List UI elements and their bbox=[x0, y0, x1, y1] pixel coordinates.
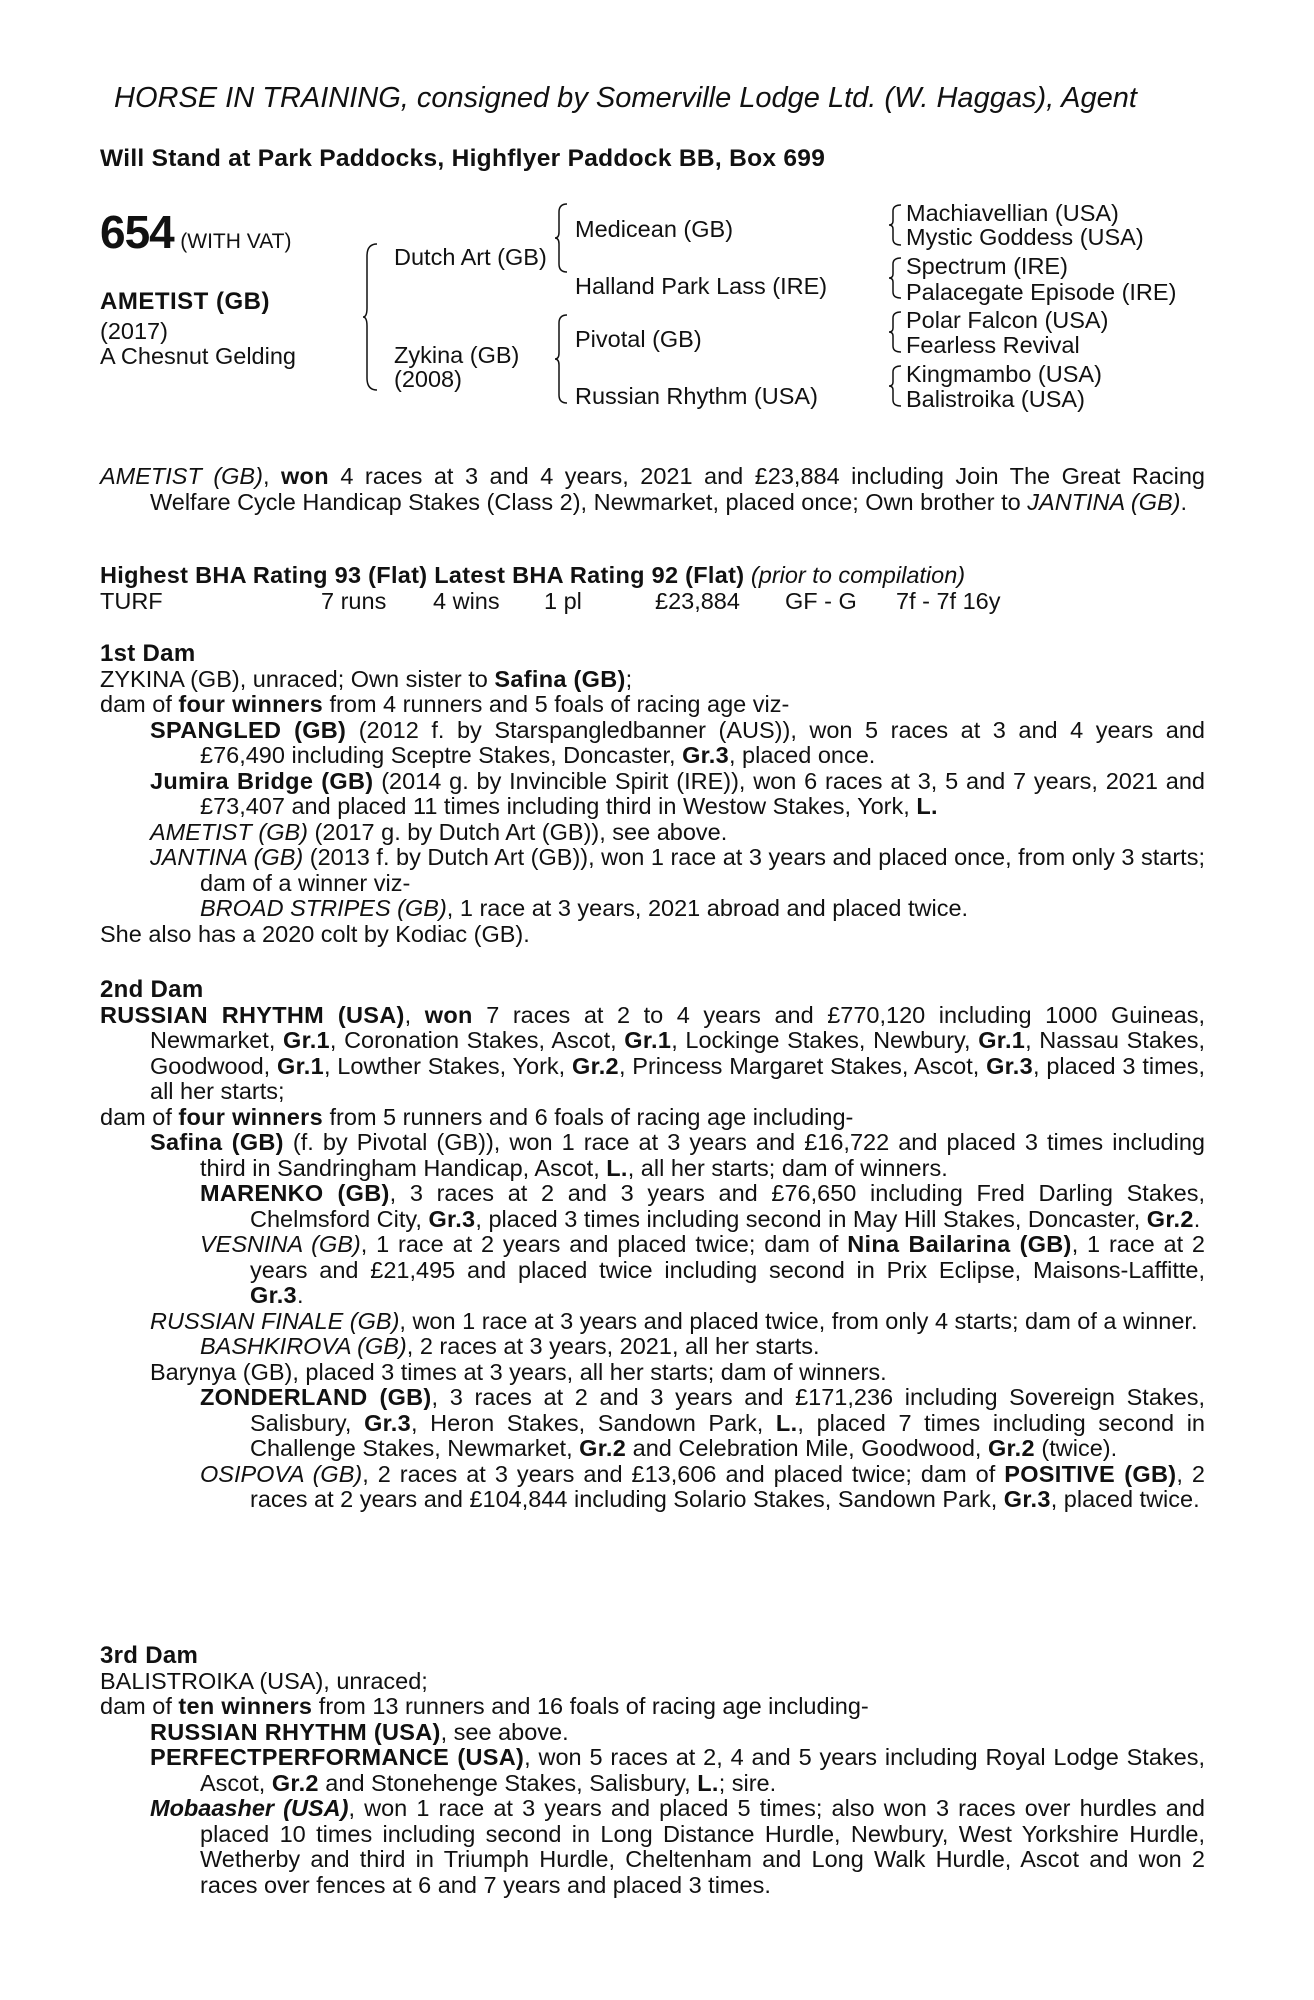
produce-entry bbox=[100, 820, 1205, 846]
produce-name: VESNINA (GB) bbox=[200, 1231, 361, 1257]
dam-sire: Pivotal (GB) bbox=[575, 326, 702, 352]
granddam-3: Fearless Revival bbox=[906, 332, 1080, 358]
grade: Gr.3 bbox=[364, 1409, 412, 1436]
bha-rating: Highest BHA Rating 93 (Flat) Latest BHA Rating 92 (Flat) bbox=[100, 562, 745, 588]
text: ; bbox=[625, 665, 633, 692]
won: won bbox=[424, 1001, 473, 1028]
grade: Gr.3 bbox=[986, 1052, 1034, 1079]
rating-block bbox=[100, 563, 1205, 614]
grade: Gr.1 bbox=[277, 1052, 324, 1079]
text: , 2 races at 3 years and £13,606 and placed twice; dam of bbox=[362, 1460, 1005, 1487]
text: from 5 runners and 6 foals of racing age including- bbox=[323, 1103, 854, 1130]
section-heading: 3rd Dam bbox=[100, 1642, 199, 1669]
summary-end: . bbox=[1180, 488, 1187, 515]
text: , won 5 races at 2, 4 and 5 years including Royal Lodge Stakes, Ascot, bbox=[200, 1744, 1205, 1796]
produce-name: MARENKO (GB) bbox=[200, 1180, 390, 1206]
second-dam-produce bbox=[100, 1105, 1205, 1131]
text: (twice). bbox=[1034, 1435, 1118, 1461]
text: , Lockinge Stakes, Newbury, bbox=[671, 1027, 979, 1053]
sire-dam: Halland Park Lass (IRE) bbox=[575, 273, 828, 299]
record-placed: 1 pl bbox=[544, 587, 582, 614]
turf-record bbox=[100, 589, 1205, 615]
text: dam of bbox=[100, 1693, 179, 1719]
produce-entry bbox=[100, 1334, 1205, 1360]
text: 7 races at 2 to 4 years and £770,120 including 1000 Guineas, Newmarket, bbox=[150, 1001, 1205, 1053]
horse-description: A Chesnut Gelding bbox=[100, 343, 296, 369]
g-brace-3 bbox=[889, 310, 903, 354]
produce-name: Safina (GB) bbox=[150, 1129, 284, 1155]
g-brace-4 bbox=[889, 364, 903, 408]
produce-entry: Barynya (GB), placed 3 times at 3 years, all her starts; dam of winners. bbox=[150, 1358, 887, 1385]
second-dam-record: RUSSIAN RHYTHM (USA), won 7 races at 2 to 4 years and £770,120 including 1000 Guineas, Newmarket, Gr.1, Coronation Stakes, Ascot, Gr.1, Lockinge Stakes, Newbury, Gr.1, Nassau Stakes, Goodwood, Gr.1, Lowther Stakes, York, Gr.2, Princess Margaret Stakes, Ascot, Gr.3, placed 3 times, all her starts; bbox=[100, 1001, 1205, 1104]
text: dam of bbox=[100, 1103, 179, 1130]
sire-sire: Medicean (GB) bbox=[575, 216, 734, 242]
text: (f. by Pivotal (GB)), won 1 race at 3 years and £16,722 and placed 3 times including third in Sandringham Handicap, Ascot, bbox=[200, 1129, 1205, 1181]
sister-name: Safina (GB) bbox=[494, 665, 626, 692]
text: ; sire. bbox=[718, 1769, 777, 1796]
section-heading: 2nd Dam bbox=[100, 976, 204, 1003]
third-dam-section bbox=[100, 1643, 1205, 1898]
first-dam-produce bbox=[100, 692, 1205, 718]
text: and Stonehenge Stakes, Salisbury, bbox=[318, 1769, 698, 1796]
text: , 3 races at 2 and 3 years and £76,650 including Fred Darling Stakes, Chelmsford City, bbox=[250, 1180, 1205, 1232]
produce-entry bbox=[100, 1232, 1205, 1309]
g-brace-2 bbox=[889, 256, 903, 300]
produce-name: Jumira Bridge (GB) bbox=[150, 767, 374, 794]
stand-location: Will Stand at Park Paddocks, Highflyer Paddock BB, Box 699 bbox=[100, 145, 826, 172]
grade: Gr.1 bbox=[978, 1027, 1026, 1053]
produce-name: PERFECTPERFORMANCE (USA) bbox=[150, 1744, 525, 1770]
first-dam-footnote: She also has a 2020 colt by Kodiac (GB). bbox=[100, 920, 530, 947]
text: . bbox=[296, 1282, 304, 1308]
produce-entry bbox=[100, 1462, 1205, 1513]
summary-text: 4 races at 3 and 4 years, 2021 and £23,884 including Join The Great Racing Welfare Cycle Handicap Stakes (Class 2), Newmarket, placed once; Own brother to bbox=[150, 463, 1205, 515]
produce-entry bbox=[100, 896, 1205, 922]
grade: Gr.3 bbox=[428, 1205, 476, 1232]
text: (2014 g. by Invincible Spirit (IRE)), won 6 races at 3, 5 and 7 years, 2021 and £73,407 and placed 11 times including third in Westow Stakes, York, bbox=[200, 767, 1205, 819]
grade: Gr.1 bbox=[282, 1027, 330, 1053]
text: , 2 races at 3 years, 2021, all her starts. bbox=[406, 1333, 820, 1359]
winners-count: four winners bbox=[178, 691, 323, 717]
grandsire-3: Polar Falcon (USA) bbox=[906, 307, 1109, 333]
text: , 2 races at 2 years and £104,844 including Solario Stakes, Sandown Park, bbox=[250, 1460, 1205, 1512]
produce-name: ZONDERLAND (GB) bbox=[200, 1384, 432, 1410]
produce-name: Mobaasher (USA) bbox=[150, 1795, 349, 1821]
produce-entry bbox=[100, 1181, 1205, 1232]
grade: Gr.1 bbox=[624, 1027, 672, 1053]
summary-won: won bbox=[280, 463, 329, 489]
produce-entry bbox=[100, 845, 1205, 896]
text: , all her starts; dam of winners. bbox=[627, 1154, 948, 1181]
text: , 1 race at 3 years, 2021 abroad and placed twice. bbox=[446, 895, 969, 921]
produce-name: JANTINA (GB) bbox=[150, 844, 304, 870]
text: from 4 runners and 5 foals of racing age viz- bbox=[323, 691, 790, 717]
produce-entry bbox=[100, 718, 1205, 769]
produce-name: BASHKIROVA (GB) bbox=[200, 1333, 407, 1359]
third-dam-produce bbox=[100, 1694, 1205, 1720]
text: , placed once. bbox=[729, 742, 876, 768]
text: from 13 runners and 16 foals of racing age including- bbox=[312, 1693, 869, 1719]
grade: Gr.3 bbox=[1003, 1486, 1051, 1512]
winners-count: four winners bbox=[178, 1103, 323, 1130]
record-wins: 4 wins bbox=[433, 587, 500, 614]
dam-brace bbox=[555, 313, 569, 405]
second-dam-section bbox=[100, 977, 1205, 1513]
consignor-line: HORSE IN TRAINING, consigned by Somerville Lodge Ltd. (W. Haggas), Agent bbox=[114, 82, 1137, 114]
grandsire-2: Spectrum (IRE) bbox=[906, 253, 1068, 279]
produce-name: BROAD STRIPES (GB) bbox=[200, 895, 447, 921]
produce-entry bbox=[100, 1130, 1205, 1181]
vat-note: (WITH VAT) bbox=[180, 230, 292, 253]
record-runs: 7 runs bbox=[321, 587, 387, 614]
granddam-2: Palacegate Episode (IRE) bbox=[906, 279, 1177, 305]
dam-dam: Russian Rhythm (USA) bbox=[575, 383, 818, 409]
text: dam of bbox=[100, 691, 179, 717]
grade: L. bbox=[697, 1769, 719, 1796]
produce-entry bbox=[100, 1385, 1205, 1462]
grade: L. bbox=[775, 1409, 798, 1436]
first-dam-line bbox=[100, 667, 1205, 693]
sire-brace bbox=[555, 202, 569, 274]
produce-name: OSIPOVA (GB) bbox=[200, 1460, 363, 1487]
grade: Gr.2 bbox=[271, 1769, 319, 1796]
produce-entry bbox=[100, 1745, 1205, 1796]
rating-note: (prior to compilation) bbox=[750, 562, 966, 588]
grade: Gr.2 bbox=[579, 1435, 627, 1461]
produce-name: RUSSIAN RHYTHM (USA) bbox=[150, 1718, 441, 1745]
produce-name: RUSSIAN FINALE (GB) bbox=[150, 1307, 400, 1334]
text: and Celebration Mile, Goodwood, bbox=[626, 1435, 988, 1461]
text: , won 1 race at 3 years and placed 5 times; also won 3 races over hurdles and placed 10 times including second in Long Distance Hurdle, Newbury, West Yorkshire Hurdle, Wetherby and third in Triumph Hurdle, Cheltenham and Long Walk Hurdle, Ascot and won 2 races over fences at 6 and 7 years and placed 3 times. bbox=[200, 1795, 1205, 1898]
text: , won 1 race at 3 years and placed twice, from only 4 starts; dam of a winner. bbox=[399, 1307, 1198, 1334]
grade: Gr.2 bbox=[1146, 1205, 1194, 1232]
lot-number-line bbox=[100, 205, 291, 259]
text: , placed 3 times, all her starts; bbox=[150, 1052, 1205, 1104]
lot-number: 654 bbox=[100, 206, 174, 258]
horse-year: (2017) bbox=[100, 318, 168, 344]
produce-name: AMETIST (GB) bbox=[150, 818, 308, 845]
third-dam-line: BALISTROIKA (USA), unraced; bbox=[100, 1667, 428, 1694]
winners-count: ten winners bbox=[178, 1693, 313, 1719]
text: (2013 f. by Dutch Art (GB)), won 1 race at 3 years and placed once, from only 3 starts; dam of a winner viz- bbox=[200, 844, 1205, 896]
dam-name: RUSSIAN RHYTHM (USA) bbox=[100, 1001, 405, 1028]
record-distance: 7f - 7f 16y bbox=[896, 587, 1001, 614]
sire: Dutch Art (GB) bbox=[394, 244, 547, 270]
summary-paragraph: AMETIST (GB), won 4 races at 3 and 4 years, 2021 and £23,884 including Join The Great Racing Welfare Cycle Handicap Stakes (Class 2), Newmarket, placed once; Own brother to JANTINA (GB). bbox=[100, 463, 1205, 515]
g-brace-1 bbox=[889, 203, 903, 247]
text: , Lowther Stakes, York, bbox=[323, 1052, 572, 1079]
produce-name: SPANGLED (GB) bbox=[150, 716, 347, 743]
text: (2017 g. by Dutch Art (GB)), see above. bbox=[307, 818, 728, 845]
summary-horse-name: AMETIST (GB) bbox=[100, 463, 263, 489]
text: , placed twice. bbox=[1050, 1486, 1200, 1512]
produce-entry bbox=[100, 1720, 1205, 1746]
produce-entry bbox=[100, 1309, 1205, 1335]
dam: Zykina (GB) bbox=[394, 342, 520, 368]
produce-name: POSITIVE (GB) bbox=[1004, 1460, 1177, 1487]
text: (2012 f. by Starspangledbanner (AUS)), won 5 races at 3 and 4 years and £76,490 including Sceptre Stakes, Doncaster, bbox=[200, 716, 1206, 768]
dam-year: (2008) bbox=[394, 366, 462, 392]
text: , Heron Stakes, Sandown Park, bbox=[411, 1409, 776, 1436]
grade: L. bbox=[606, 1154, 628, 1181]
first-dam-section bbox=[100, 641, 1205, 947]
text: , Princess Margaret Stakes, Ascot, bbox=[618, 1052, 987, 1079]
pedigree-table bbox=[100, 200, 1205, 430]
grade: Gr.3 bbox=[682, 742, 729, 768]
horse-name: AMETIST (GB) bbox=[100, 288, 270, 315]
text: , 3 races at 2 and 3 years and £171,236 including Sovereign Stakes, Salisbury, bbox=[250, 1384, 1206, 1436]
grandsire-1: Machiavellian (USA) bbox=[906, 200, 1119, 226]
race-summary bbox=[100, 464, 1205, 515]
text: . bbox=[1193, 1205, 1201, 1232]
grade: L. bbox=[916, 793, 938, 819]
text: , placed 7 times including second in Challenge Stakes, Newmarket, bbox=[250, 1409, 1206, 1461]
grade: Gr.2 bbox=[987, 1435, 1035, 1461]
produce-entry bbox=[100, 769, 1205, 820]
text: , placed 3 times including second in May Hill Stakes, Doncaster, bbox=[475, 1205, 1147, 1232]
text: ZYKINA (GB), unraced; Own sister to bbox=[100, 665, 495, 692]
granddam-1: Mystic Goddess (USA) bbox=[906, 224, 1144, 250]
record-going: GF - G bbox=[785, 587, 857, 614]
granddam-4: Balistroika (USA) bbox=[906, 386, 1085, 412]
record-earnings: £23,884 bbox=[655, 587, 740, 614]
sire-dam-brace bbox=[363, 242, 379, 392]
summary-brother: JANTINA (GB) bbox=[1027, 488, 1181, 515]
text: , Nassau Stakes, Goodwood, bbox=[150, 1027, 1205, 1079]
grade: Gr.3 bbox=[250, 1282, 297, 1308]
text: , 1 race at 2 years and £21,495 and placed twice including second in Prix Eclipse, Maisons-Laffitte, bbox=[250, 1231, 1206, 1283]
grade: Gr.2 bbox=[572, 1052, 619, 1079]
record-surface: TURF bbox=[100, 587, 163, 614]
grandsire-4: Kingmambo (USA) bbox=[906, 361, 1102, 387]
text: , 1 race at 2 years and placed twice; dam of bbox=[360, 1231, 848, 1257]
text: , see above. bbox=[440, 1718, 569, 1745]
produce-entry bbox=[100, 1796, 1205, 1898]
text: , Coronation Stakes, Ascot, bbox=[329, 1027, 625, 1053]
section-heading: 1st Dam bbox=[100, 640, 196, 667]
produce-name: Nina Bailarina (GB) bbox=[847, 1231, 1072, 1257]
